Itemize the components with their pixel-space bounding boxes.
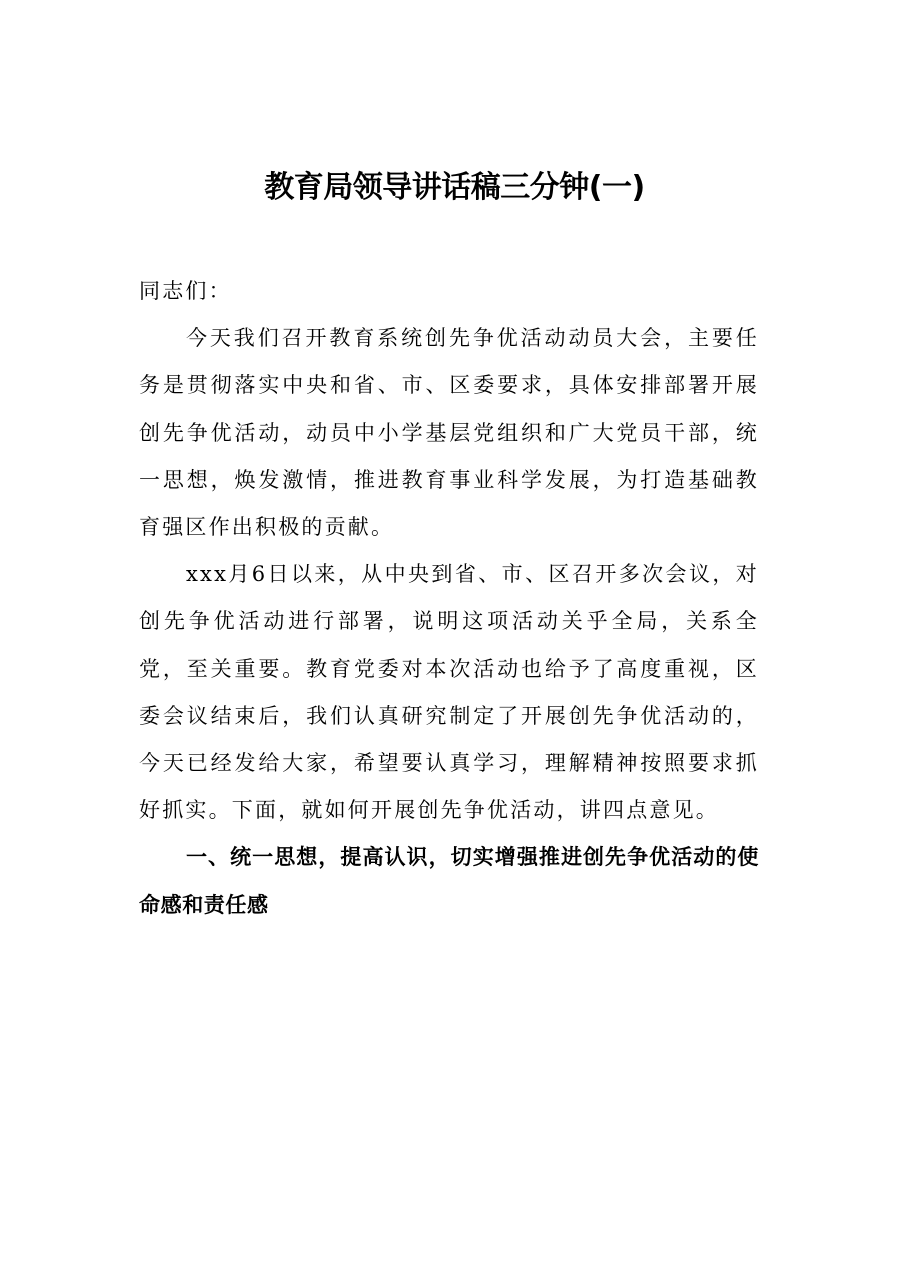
paragraph-intro: 今天我们召开教育系统创先争优活动动员大会，主要任务是贯彻落实中央和省、市、区委要求，具体安排部署开展创先争优活动，动员中小学基层党组织和广大党员干部，统一思想，焕发激情，推进教育事业科学发展，为打造基础教育强区作出积极的贡献。	[139, 326, 759, 540]
document-body	[139, 268, 759, 929]
paragraph-background: xxx月6日以来，从中央到省、市、区召开多次会议，对创先争优活动进行部署，说明这项活动关乎全局，关系全党，至关重要。教育党委对本次活动也给予了高度重视，区委会议结束后，我们认真研究制定了开展创先争优活动的，今天已经发给大家，希望要认真学习，理解精神按照要求抓好抓实。下面，就如何开展创先争优活动，讲四点意见。	[139, 562, 759, 823]
section-heading: 一、统一思想，提高认识，切实增强推进创先争优活动的使命感和责任感	[139, 845, 759, 917]
document-title: 教育局领导讲话稿三分钟(一)	[264, 170, 645, 205]
salutation: 同志们：	[139, 279, 232, 303]
